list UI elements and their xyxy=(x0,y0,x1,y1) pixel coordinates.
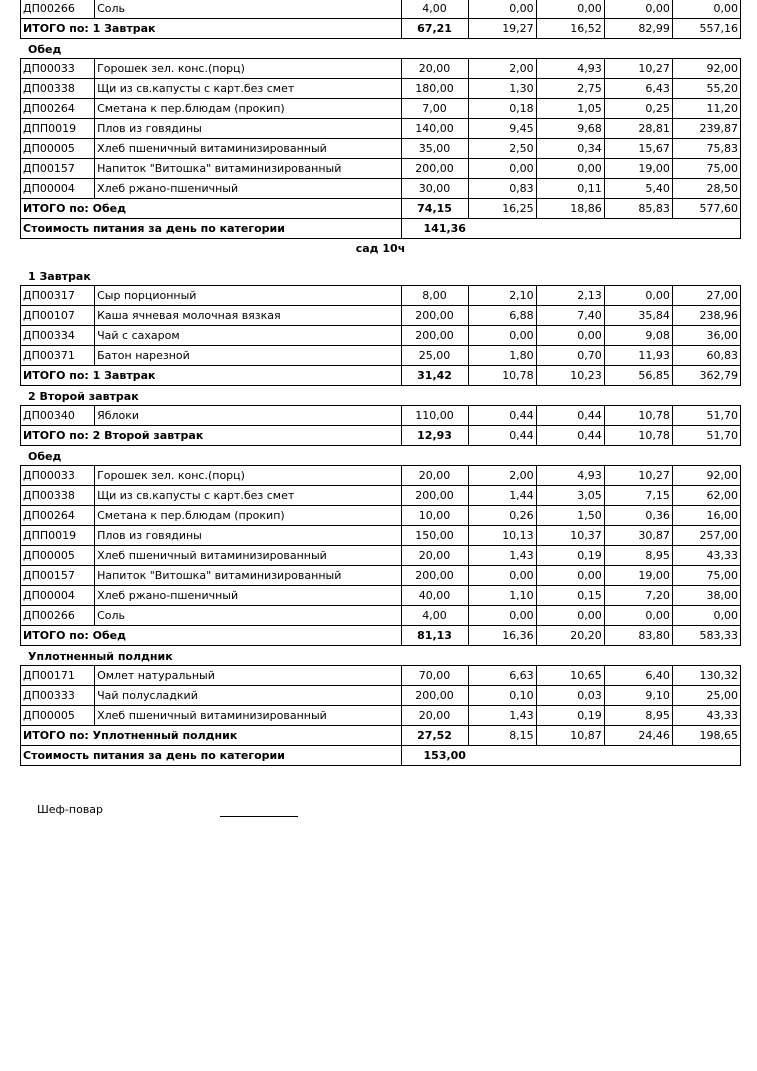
dish-carbs: 28,81 xyxy=(604,119,672,139)
dish-fat: 0,11 xyxy=(536,179,604,199)
dish-weight: 10,00 xyxy=(401,506,468,526)
dish-row xyxy=(21,179,741,199)
dish-protein: 0,10 xyxy=(468,686,536,706)
dish-carbs: 0,36 xyxy=(604,506,672,526)
dish-protein: 1,43 xyxy=(468,546,536,566)
dish-weight: 200,00 xyxy=(401,566,468,586)
dish-kcal: 43,33 xyxy=(672,546,740,566)
dish-kcal: 238,96 xyxy=(672,306,740,326)
dish-code: ДП00338 xyxy=(21,486,95,506)
dish-carbs: 19,00 xyxy=(604,159,672,179)
dish-protein: 0,26 xyxy=(468,506,536,526)
dish-weight: 200,00 xyxy=(401,306,468,326)
dish-carbs: 7,20 xyxy=(604,586,672,606)
menu-report xyxy=(20,0,741,766)
dish-protein: 0,00 xyxy=(468,159,536,179)
dish-carbs: 30,87 xyxy=(604,526,672,546)
dish-row xyxy=(21,119,741,139)
dish-name: Соль xyxy=(95,606,401,626)
dish-protein: 1,80 xyxy=(468,346,536,366)
dish-row xyxy=(21,286,741,306)
dish-row xyxy=(21,486,741,506)
dish-fat: 0,00 xyxy=(536,326,604,346)
menu-table xyxy=(20,285,741,386)
dish-kcal: 92,00 xyxy=(672,466,740,486)
meal-total-carbs: 82,99 xyxy=(604,19,672,39)
dish-fat: 0,34 xyxy=(536,139,604,159)
dish-weight: 4,00 xyxy=(401,606,468,626)
dish-name: Хлеб пшеничный витаминизированный xyxy=(95,706,401,726)
dish-row xyxy=(21,706,741,726)
dish-carbs: 9,08 xyxy=(604,326,672,346)
dish-name: Чай с сахаром xyxy=(95,326,401,346)
dish-kcal: 55,20 xyxy=(672,79,740,99)
dish-kcal: 75,00 xyxy=(672,566,740,586)
dish-row xyxy=(21,506,741,526)
meal-total-fat: 16,52 xyxy=(536,19,604,39)
dish-protein: 1,43 xyxy=(468,706,536,726)
dish-protein: 0,00 xyxy=(468,0,536,19)
dish-protein: 2,00 xyxy=(468,59,536,79)
dish-kcal: 51,70 xyxy=(672,406,740,426)
dish-name: Щи из св.капусты с карт.без смет xyxy=(95,79,401,99)
dish-carbs: 0,00 xyxy=(604,286,672,306)
dish-weight: 20,00 xyxy=(401,706,468,726)
dish-name: Горошек зел. конс.(порц) xyxy=(95,59,401,79)
dish-fat: 0,70 xyxy=(536,346,604,366)
dish-carbs: 0,25 xyxy=(604,99,672,119)
dish-kcal: 28,50 xyxy=(672,179,740,199)
dish-weight: 8,00 xyxy=(401,286,468,306)
dish-row xyxy=(21,586,741,606)
dish-row xyxy=(21,666,741,686)
dish-carbs: 15,67 xyxy=(604,139,672,159)
dish-name: Омлет натуральный xyxy=(95,666,401,686)
dish-fat: 3,05 xyxy=(536,486,604,506)
dish-protein: 6,63 xyxy=(468,666,536,686)
meal-total-fat: 0,44 xyxy=(536,426,604,446)
dish-name: Хлеб пшеничный витаминизированный xyxy=(95,139,401,159)
dish-code: ДП00266 xyxy=(21,0,95,19)
dish-fat: 0,03 xyxy=(536,686,604,706)
signature-line xyxy=(220,816,298,817)
meal-total-label: ИТОГО по: Обед xyxy=(21,626,402,646)
dish-kcal: 38,00 xyxy=(672,586,740,606)
dish-name: Плов из говядины xyxy=(95,119,401,139)
dish-carbs: 5,40 xyxy=(604,179,672,199)
dish-name: Хлеб пшеничный витаминизированный xyxy=(95,546,401,566)
dish-fat: 2,75 xyxy=(536,79,604,99)
meal-total-fat: 18,86 xyxy=(536,199,604,219)
dish-carbs: 10,27 xyxy=(604,466,672,486)
dish-code: ДП00107 xyxy=(21,306,95,326)
meal-total-carbs: 10,78 xyxy=(604,426,672,446)
meal-total-kcal: 51,70 xyxy=(672,426,740,446)
dish-protein: 0,83 xyxy=(468,179,536,199)
dish-name: Сметана к пер.блюдам (прокип) xyxy=(95,506,401,526)
dish-row xyxy=(21,546,741,566)
menu-table xyxy=(20,0,741,39)
dish-kcal: 62,00 xyxy=(672,486,740,506)
dish-code: ДП00266 xyxy=(21,606,95,626)
dish-kcal: 25,00 xyxy=(672,686,740,706)
meal-total-label: ИТОГО по: 1 Завтрак xyxy=(21,366,402,386)
dish-code: ДП00340 xyxy=(21,406,95,426)
dish-row xyxy=(21,306,741,326)
dish-fat: 4,93 xyxy=(536,466,604,486)
meal-total-protein: 10,78 xyxy=(468,366,536,386)
dish-row xyxy=(21,686,741,706)
dish-name: Соль xyxy=(95,0,401,19)
meal-section-title: Обед xyxy=(28,43,62,56)
meal-total-protein: 16,36 xyxy=(468,626,536,646)
dish-carbs: 0,00 xyxy=(604,606,672,626)
dish-row xyxy=(21,566,741,586)
dish-protein: 10,13 xyxy=(468,526,536,546)
dish-weight: 20,00 xyxy=(401,59,468,79)
dish-protein: 0,18 xyxy=(468,99,536,119)
day-cost-label: Стоимость питания за день по категории xyxy=(21,746,402,766)
dish-weight: 25,00 xyxy=(401,346,468,366)
meal-total-cost: 74,15 xyxy=(401,199,468,219)
day-cost-value: 141,36 xyxy=(401,219,740,239)
dish-name: Хлеб ржано-пшеничный xyxy=(95,586,401,606)
meal-section-title: Обед xyxy=(28,450,62,463)
meal-total-cost: 67,21 xyxy=(401,19,468,39)
day-cost-label: Стоимость питания за день по категории xyxy=(21,219,402,239)
dish-protein: 0,00 xyxy=(468,566,536,586)
dish-fat: 0,00 xyxy=(536,0,604,19)
dish-carbs: 19,00 xyxy=(604,566,672,586)
meal-total-cost: 12,93 xyxy=(401,426,468,446)
meal-total-cost: 27,52 xyxy=(401,726,468,746)
dish-kcal: 92,00 xyxy=(672,59,740,79)
dish-code: ДП00033 xyxy=(21,59,95,79)
dish-weight: 150,00 xyxy=(401,526,468,546)
dish-protein: 2,00 xyxy=(468,466,536,486)
dish-kcal: 0,00 xyxy=(672,606,740,626)
meal-total-carbs: 24,46 xyxy=(604,726,672,746)
dish-kcal: 257,00 xyxy=(672,526,740,546)
dish-carbs: 6,43 xyxy=(604,79,672,99)
dish-row xyxy=(21,79,741,99)
dish-code: ДП00338 xyxy=(21,79,95,99)
meal-total-fat: 10,87 xyxy=(536,726,604,746)
dish-weight: 20,00 xyxy=(401,546,468,566)
dish-weight: 70,00 xyxy=(401,666,468,686)
dish-kcal: 239,87 xyxy=(672,119,740,139)
dish-protein: 2,50 xyxy=(468,139,536,159)
dish-weight: 7,00 xyxy=(401,99,468,119)
dish-code: ДП00004 xyxy=(21,586,95,606)
dish-kcal: 60,83 xyxy=(672,346,740,366)
dish-code: ДП00264 xyxy=(21,506,95,526)
dish-kcal: 36,00 xyxy=(672,326,740,346)
dish-name: Щи из св.капусты с карт.без смет xyxy=(95,486,401,506)
meal-total-kcal: 362,79 xyxy=(672,366,740,386)
menu-table xyxy=(20,465,741,646)
dish-code: ДПП0019 xyxy=(21,119,95,139)
meal-total-row xyxy=(21,19,741,39)
dish-carbs: 7,15 xyxy=(604,486,672,506)
dish-fat: 0,44 xyxy=(536,406,604,426)
dish-name: Напиток "Витошка" витаминизированный xyxy=(95,566,401,586)
dish-carbs: 11,93 xyxy=(604,346,672,366)
meal-total-kcal: 557,16 xyxy=(672,19,740,39)
dish-fat: 0,00 xyxy=(536,606,604,626)
dish-name: Сыр порционный xyxy=(95,286,401,306)
dish-name: Напиток "Витошка" витаминизированный xyxy=(95,159,401,179)
dish-protein: 0,00 xyxy=(468,326,536,346)
spacer xyxy=(20,258,741,266)
meal-total-cost: 31,42 xyxy=(401,366,468,386)
dish-row xyxy=(21,159,741,179)
meal-total-carbs: 56,85 xyxy=(604,366,672,386)
dish-name: Плов из говядины xyxy=(95,526,401,546)
dish-carbs: 8,95 xyxy=(604,546,672,566)
dish-name: Яблоки xyxy=(95,406,401,426)
meal-total-kcal: 198,65 xyxy=(672,726,740,746)
meal-total-protein: 16,25 xyxy=(468,199,536,219)
meal-section-title: 2 Второй завтрак xyxy=(28,390,139,403)
dish-kcal: 16,00 xyxy=(672,506,740,526)
dish-fat: 1,05 xyxy=(536,99,604,119)
dish-fat: 10,65 xyxy=(536,666,604,686)
dish-weight: 35,00 xyxy=(401,139,468,159)
dish-fat: 9,68 xyxy=(536,119,604,139)
day-cost-row xyxy=(21,219,741,239)
dish-kcal: 75,00 xyxy=(672,159,740,179)
dish-name: Горошек зел. конс.(порц) xyxy=(95,466,401,486)
dish-kcal: 43,33 xyxy=(672,706,740,726)
dish-code: ДП00005 xyxy=(21,706,95,726)
dish-protein: 1,44 xyxy=(468,486,536,506)
meal-total-label: ИТОГО по: Обед xyxy=(21,199,402,219)
dish-kcal: 0,00 xyxy=(672,0,740,19)
dish-fat: 4,93 xyxy=(536,59,604,79)
dish-protein: 1,10 xyxy=(468,586,536,606)
dish-code: ДП00317 xyxy=(21,286,95,306)
group-title: сад 10ч xyxy=(355,242,406,255)
dish-code: ДП00264 xyxy=(21,99,95,119)
meal-total-row xyxy=(21,366,741,386)
dish-fat: 1,50 xyxy=(536,506,604,526)
dish-fat: 0,15 xyxy=(536,586,604,606)
dish-row xyxy=(21,466,741,486)
dish-carbs: 6,40 xyxy=(604,666,672,686)
dish-fat: 0,00 xyxy=(536,159,604,179)
meal-total-cost: 81,13 xyxy=(401,626,468,646)
dish-protein: 0,44 xyxy=(468,406,536,426)
dish-code: ДП00005 xyxy=(21,139,95,159)
meal-total-carbs: 85,83 xyxy=(604,199,672,219)
dish-row xyxy=(21,99,741,119)
meal-total-row xyxy=(21,426,741,446)
dish-code: ДП00157 xyxy=(21,566,95,586)
dish-carbs: 35,84 xyxy=(604,306,672,326)
dish-kcal: 27,00 xyxy=(672,286,740,306)
dish-carbs: 10,27 xyxy=(604,59,672,79)
dish-name: Каша ячневая молочная вязкая xyxy=(95,306,401,326)
dish-kcal: 75,83 xyxy=(672,139,740,159)
meal-total-kcal: 583,33 xyxy=(672,626,740,646)
dish-fat: 7,40 xyxy=(536,306,604,326)
dish-weight: 140,00 xyxy=(401,119,468,139)
day-cost-value: 153,00 xyxy=(401,746,740,766)
dish-name: Батон нарезной xyxy=(95,346,401,366)
dish-weight: 20,00 xyxy=(401,466,468,486)
dish-row xyxy=(21,139,741,159)
dish-weight: 4,00 xyxy=(401,0,468,19)
meal-total-carbs: 83,80 xyxy=(604,626,672,646)
meal-total-label: ИТОГО по: 2 Второй завтрак xyxy=(21,426,402,446)
dish-weight: 110,00 xyxy=(401,406,468,426)
meal-total-row xyxy=(21,726,741,746)
meal-total-protein: 19,27 xyxy=(468,19,536,39)
dish-carbs: 10,78 xyxy=(604,406,672,426)
meal-total-protein: 0,44 xyxy=(468,426,536,446)
meal-total-row xyxy=(21,626,741,646)
meal-total-protein: 8,15 xyxy=(468,726,536,746)
dish-weight: 200,00 xyxy=(401,486,468,506)
dish-row xyxy=(21,526,741,546)
dish-protein: 9,45 xyxy=(468,119,536,139)
menu-table xyxy=(20,58,741,239)
dish-code: ДП00033 xyxy=(21,466,95,486)
dish-name: Хлеб ржано-пшеничный xyxy=(95,179,401,199)
meal-section-title: 1 Завтрак xyxy=(28,270,91,283)
dish-weight: 200,00 xyxy=(401,159,468,179)
signature-label: Шеф-повар xyxy=(37,803,104,816)
dish-fat: 0,19 xyxy=(536,546,604,566)
menu-table xyxy=(20,665,741,766)
dish-weight: 200,00 xyxy=(401,326,468,346)
dish-protein: 1,30 xyxy=(468,79,536,99)
dish-protein: 6,88 xyxy=(468,306,536,326)
dish-protein: 2,10 xyxy=(468,286,536,306)
dish-code: ДП00371 xyxy=(21,346,95,366)
meal-total-fat: 10,23 xyxy=(536,366,604,386)
dish-row xyxy=(21,326,741,346)
dish-row xyxy=(21,406,741,426)
dish-carbs: 8,95 xyxy=(604,706,672,726)
dish-carbs: 9,10 xyxy=(604,686,672,706)
dish-kcal: 11,20 xyxy=(672,99,740,119)
dish-fat: 10,37 xyxy=(536,526,604,546)
dish-weight: 200,00 xyxy=(401,686,468,706)
dish-carbs: 0,00 xyxy=(604,0,672,19)
dish-row xyxy=(21,606,741,626)
meal-total-label: ИТОГО по: Уплотненный полдник xyxy=(21,726,402,746)
meal-section-title: Уплотненный полдник xyxy=(28,650,173,663)
meal-total-row xyxy=(21,199,741,219)
dish-code: ДП00005 xyxy=(21,546,95,566)
day-cost-row xyxy=(21,746,741,766)
dish-name: Сметана к пер.блюдам (прокип) xyxy=(95,99,401,119)
meal-total-kcal: 577,60 xyxy=(672,199,740,219)
dish-code: ДП00333 xyxy=(21,686,95,706)
dish-weight: 40,00 xyxy=(401,586,468,606)
dish-weight: 180,00 xyxy=(401,79,468,99)
dish-fat: 0,19 xyxy=(536,706,604,726)
dish-code: ДП00157 xyxy=(21,159,95,179)
dish-weight: 30,00 xyxy=(401,179,468,199)
dish-code: ДП00004 xyxy=(21,179,95,199)
meal-total-fat: 20,20 xyxy=(536,626,604,646)
dish-row xyxy=(21,59,741,79)
dish-protein: 0,00 xyxy=(468,606,536,626)
dish-kcal: 130,32 xyxy=(672,666,740,686)
dish-row xyxy=(21,346,741,366)
dish-fat: 2,13 xyxy=(536,286,604,306)
dish-row xyxy=(21,0,741,19)
dish-name: Чай полусладкий xyxy=(95,686,401,706)
menu-table xyxy=(20,405,741,446)
meal-total-label: ИТОГО по: 1 Завтрак xyxy=(21,19,402,39)
dish-fat: 0,00 xyxy=(536,566,604,586)
dish-code: ДП00171 xyxy=(21,666,95,686)
dish-code: ДПП0019 xyxy=(21,526,95,546)
dish-code: ДП00334 xyxy=(21,326,95,346)
